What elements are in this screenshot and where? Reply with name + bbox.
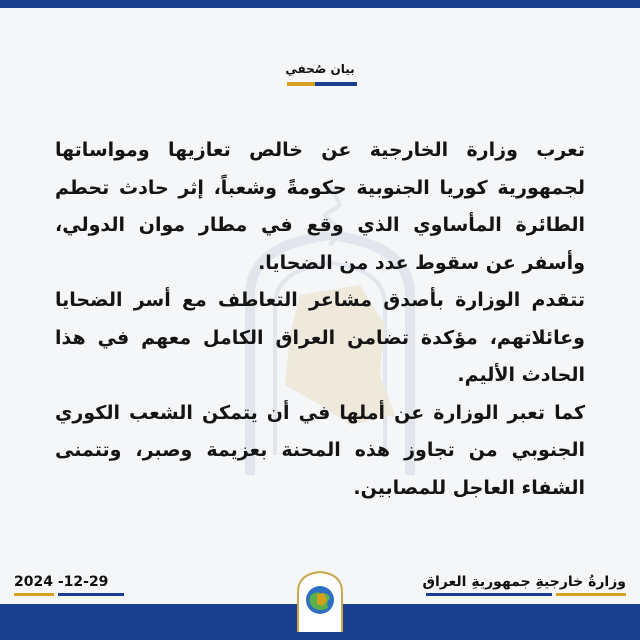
statement-paragraph-1: تعرب وزارة الخارجية عن خالص تعازيها ومواساتها لجمهورية كوريا الجنوبية حكومةً وشعباً، إثر حادث تحطم الطائرة المأساوي الذي وقع في مطار موان الدولي، وأسفر عن سقوط عدد من الضحايا. — [55, 139, 585, 274]
date-underline — [14, 593, 124, 596]
title-underline-gold — [287, 82, 315, 86]
statement-paragraph-2: تتقدم الوزارة بأصدق مشاعر التعاطف مع أسر الضحايا وعائلاتهم، مؤكدة تضامن العراق الكامل معهم في هذا الحادث الأليم. — [55, 289, 585, 386]
statement-date: 2024 -12-29 — [14, 574, 109, 590]
ministry-underline-gold — [556, 593, 626, 596]
date-underline-blue — [58, 593, 124, 596]
statement-paragraph-3: كما تعبر الوزارة عن أملها في أن يتمكن الشعب الكوري الجنوبي من تجاوز هذه المحنة بعزيمة وصبر، وتتمنى الشفاء العاجل للمصابين. — [55, 401, 585, 499]
ministry-underline — [426, 593, 626, 596]
ministry-underline-blue — [426, 593, 552, 596]
title-underline — [283, 82, 357, 86]
page-title: بيان صُحفي — [285, 62, 355, 76]
title-underline-blue — [315, 82, 357, 86]
logo-caption: وزارة الخارجية — [298, 618, 342, 626]
date-underline-gold — [14, 593, 54, 596]
statement-body — [55, 132, 585, 507]
ministry-signature: وزارةُ خارجيةِ جمهوريةِ العراق — [422, 574, 626, 590]
top-blue-bar — [0, 0, 640, 8]
